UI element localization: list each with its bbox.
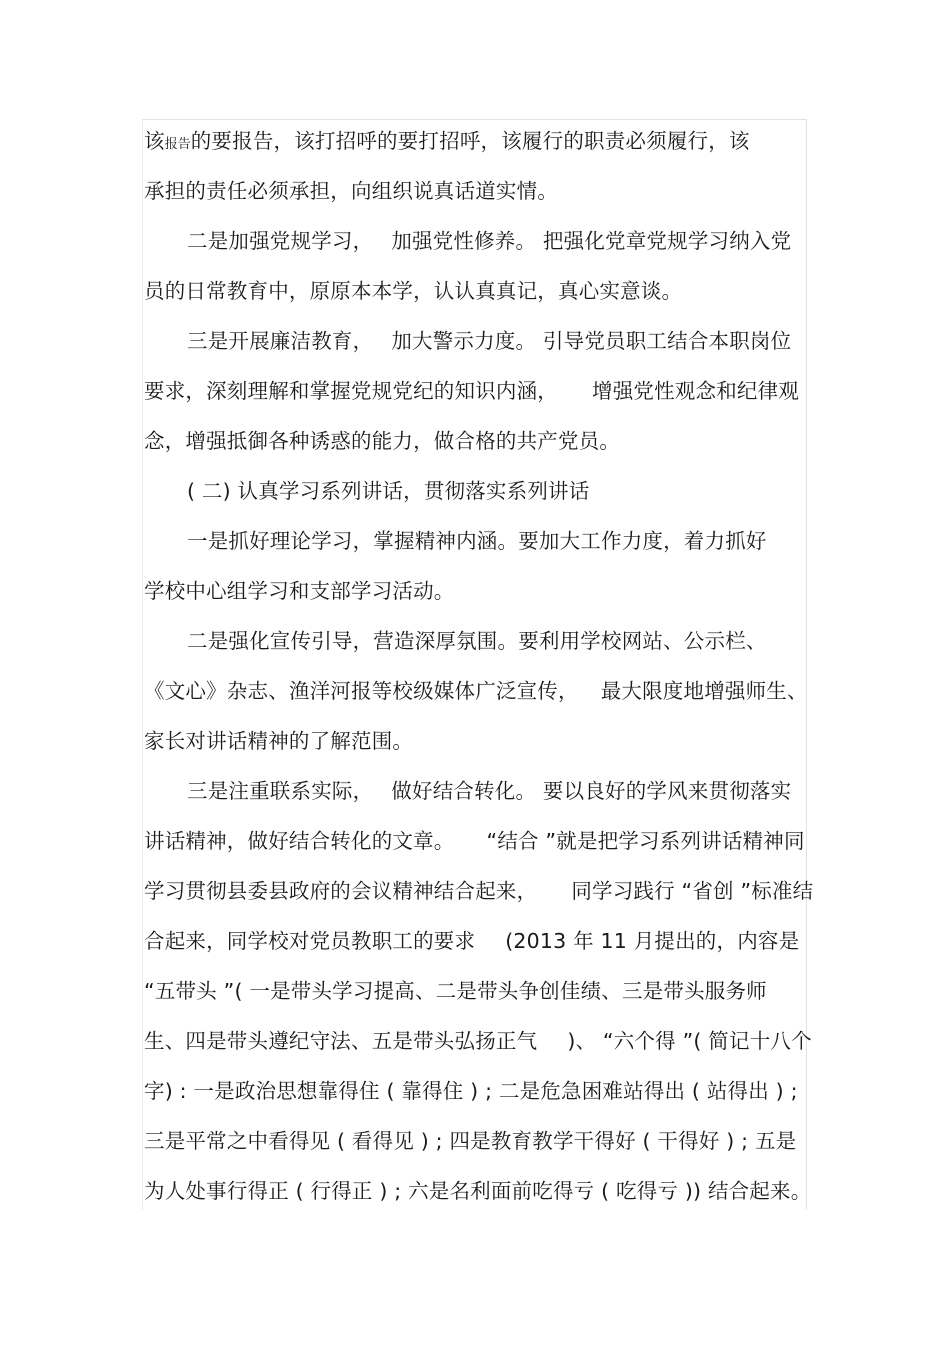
text-segment: 加大警示力度。 引导党员职工结合本职岗位 — [391, 329, 792, 353]
text-segment: 同学习践行 “省创 ”标准结 — [571, 879, 814, 903]
paragraph-line: 二是强化宣传引导，营造深厚氛围。要利用学校网站、公示栏、 — [187, 629, 767, 653]
text-segment: “结合 ”就是把学习系列讲话精神同 — [486, 829, 805, 853]
text-line: 三是平常之中看得见 ( 看得见 ) ; 四是教育教学干得好 ( 干得好 ) ; 五是 — [144, 1129, 797, 1153]
text-segment: 《文心》杂志、渔洋河报等校级媒体广泛宣传， — [144, 679, 579, 703]
text-line: 为人处事行得正 ( 行得正 ) ; 六是名利面前吃得亏 ( 吃得亏 )) 结合起来。 — [144, 1179, 812, 1203]
text-line: 学校中心组学习和支部学习活动。 — [144, 579, 455, 603]
text-line: 字) : 一是政治思想靠得住 ( 靠得住 ) ; 二是危急困难站得出 ( 站得出 ) ; — [144, 1079, 798, 1103]
text-line — [144, 673, 808, 709]
text-line: 家长对讲话精神的了解范围。 — [144, 729, 414, 753]
text-line — [144, 823, 808, 859]
text-line — [144, 923, 808, 959]
text-segment: 学习贯彻县委县政府的会议精神结合起来， — [144, 879, 538, 903]
text-line: 员的日常教育中，原原本本学，认认真真记，真心实意谈。 — [144, 279, 683, 303]
text-line: 承担的责任必须承担，向组织说真话道实情。 — [144, 179, 558, 203]
text-segment: 要求，深刻理解和掌握党规党纪的知识内涵， — [144, 379, 558, 403]
text-segment: 三是注重联系实际， — [187, 779, 374, 803]
text-segment: 最大限度地增强师生、 — [600, 679, 808, 703]
text-segment: 该 — [144, 129, 165, 153]
text-segment: (2013 年 11 月提出的，内容是 — [505, 929, 800, 953]
text-segment: 合起来，同学校对党员教职工的要求 — [144, 929, 476, 953]
text-line — [144, 873, 814, 909]
text-segment: 的要报告，该打招呼的要打招呼，该履行的职责必须履行，该 — [190, 129, 750, 153]
small-text: 报告 — [164, 137, 191, 152]
text-line: “五带头 ”( 一是带头学习提高、二是带头争创佳绩、三是带头服务师 — [144, 979, 767, 1003]
paragraph-line — [144, 223, 808, 259]
paragraph-line — [144, 323, 808, 359]
paragraph-line: 一是抓好理论学习，掌握精神内涵。要加大工作力度，着力抓好 — [187, 529, 767, 553]
text-line — [144, 123, 808, 159]
text-segment: 生、四是带头遵纪守法、五是带头弘扬正气 — [144, 1029, 538, 1053]
paragraph-line — [144, 773, 808, 809]
text-segment: 二是加强党规学习， — [187, 229, 374, 253]
text-segment: 三是开展廉洁教育， — [187, 329, 374, 353]
text-line — [144, 373, 808, 409]
text-line: 念，增强抵御各种诱惑的能力，做合格的共产党员。 — [144, 429, 621, 453]
text-segment: )、 “六个得 ”( 简记十八个 — [567, 1029, 812, 1053]
text-segment: 增强党性观念和纪律观 — [592, 379, 799, 403]
text-segment: 讲话精神，做好结合转化的文章。 — [144, 829, 455, 853]
text-segment: 做好结合转化。 要以良好的学风来贯彻落实 — [391, 779, 792, 803]
text-line — [144, 1023, 812, 1059]
text-segment: 加强党性修养。 把强化党章党规学习纳入党 — [391, 229, 792, 253]
section-heading: ( 二) 认真学习系列讲话，贯彻落实系列讲话 — [187, 479, 590, 503]
